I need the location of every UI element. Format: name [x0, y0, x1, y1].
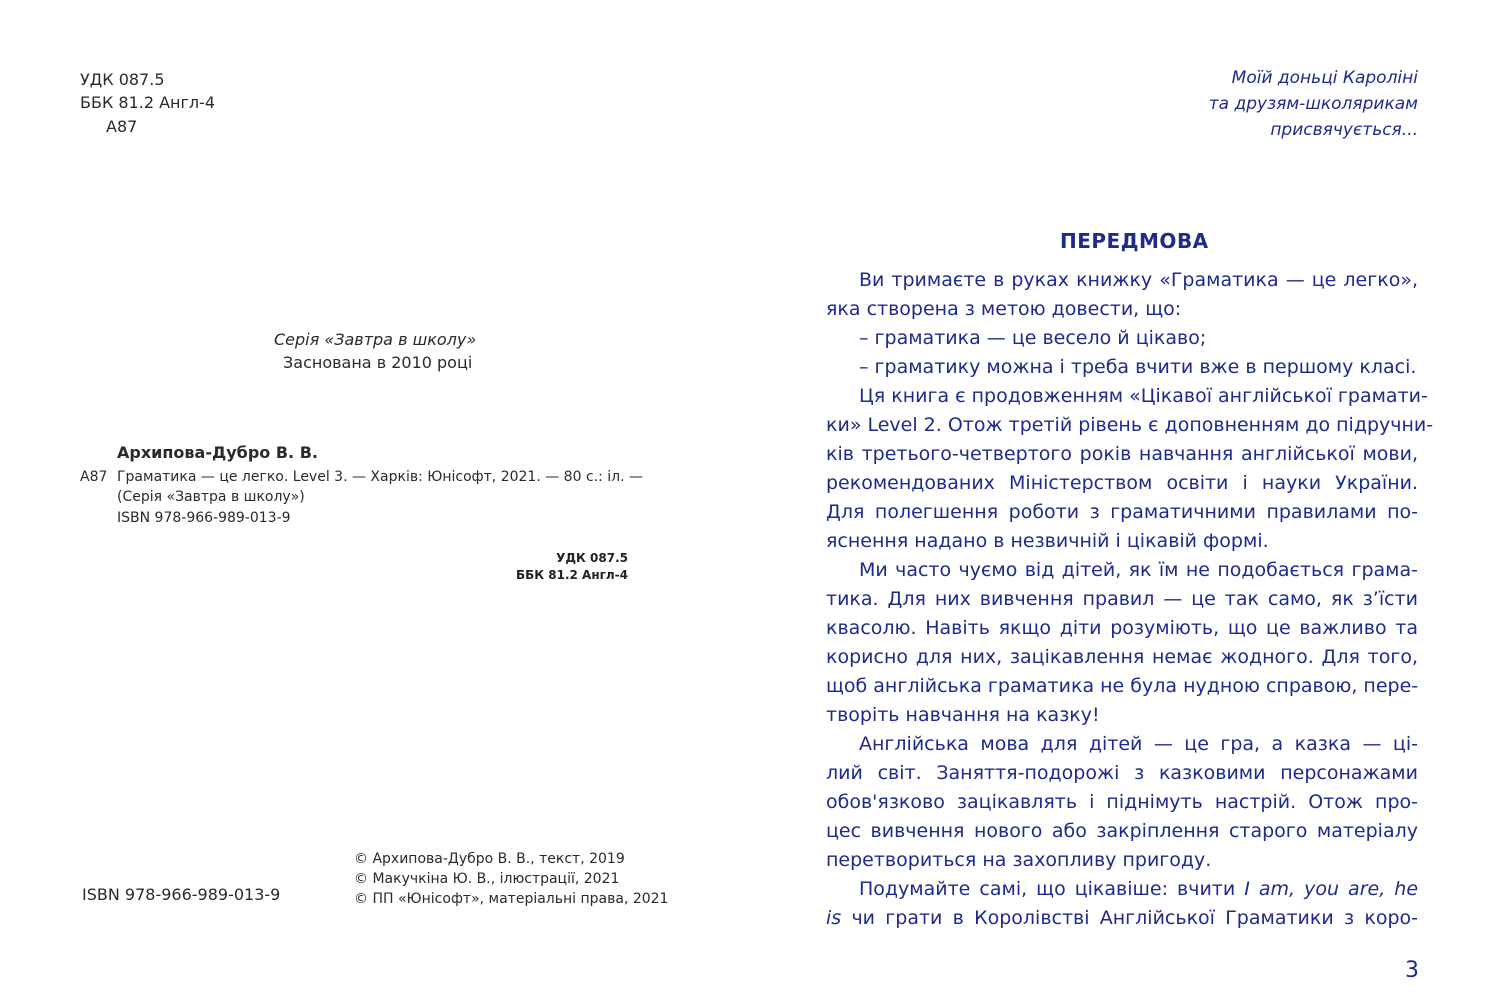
bib-line: (Серія «Завтра в школу») [117, 489, 305, 505]
bib-udk: УДК 087.5 [556, 551, 628, 565]
body-line: щоб англійська граматика не була нудною справою, пере- [826, 675, 1419, 697]
series-title: Серія «Завтра в школу» [274, 330, 477, 349]
body-line: обов'язково зацікавлять і піднімуть настрій. Отож про- [826, 791, 1418, 813]
body-line: творіть навчання на казку! [826, 704, 1100, 726]
body-line: Ви тримаєте в руках книжку «Граматика — це легко», [859, 269, 1418, 291]
body-line: Для полегшення роботи з граматичними правилами по- [826, 501, 1418, 523]
body-italic-text: is [826, 907, 842, 929]
body-text: чи грати в Королівстві Англійської Граматики з коро- [841, 907, 1418, 929]
body-line: Ми часто чуємо від дітей, як їм не подобається грама- [859, 559, 1418, 581]
body-line [826, 875, 1418, 904]
body-line: рекомендованих Міністерством освіти і науки України. [826, 472, 1418, 494]
body-line: Ця книга є продовженням «Цікавої англійської грамати- [859, 385, 1428, 407]
body-line: лий світ. Заняття-подорожі з казковими персонажами [826, 762, 1418, 784]
body-line: ків третього-четвертого років навчання англійської мови, [826, 443, 1418, 465]
body-line: яка створена з метою довести, що: [826, 298, 1182, 320]
dedication [1110, 65, 1418, 143]
preface-heading: ПЕРЕДМОВА [1060, 229, 1209, 253]
dedication-line: присвячується... [1270, 120, 1418, 140]
body-line: корисно для них, зацікавлення немає жодного. Для того, [826, 646, 1418, 668]
dedication-line: Моїй доньці Кароліні [1231, 68, 1418, 88]
bib-code: А87 [80, 469, 108, 485]
body-line: Англійська мова для дітей — це гра, а казка — ці- [859, 733, 1418, 755]
catalog-udk: УДК 087.5 [80, 70, 165, 89]
series-founded: Заснована в 2010 році [283, 353, 473, 372]
body-line: цес вивчення нового або закріплення старого матеріалу [826, 820, 1418, 842]
dedication-line: та друзям-школярикам [1208, 94, 1418, 114]
copyright-line: © Макучкіна Ю. В., ілюстрації, 2021 [354, 871, 620, 887]
catalog-bbk: ББК 81.2 Англ-4 [80, 93, 216, 112]
body-line: тика. Для них вивчення правил — це так само, як з’їсти [826, 588, 1418, 610]
body-line [826, 904, 1418, 933]
body-line: – граматика — це весело й цікаво; [859, 327, 1207, 349]
page-number: 3 [1405, 958, 1419, 983]
bib-author: Архипова-Дубро В. В. [117, 443, 318, 462]
bib-line: ISBN 978-966-989-013-9 [117, 510, 291, 526]
body-line: яснення надано в незвичній і цікавій формі. [826, 530, 1269, 552]
bib-line: Граматика — це легко. Level 3. — Харків: Юнісофт, 2021. — 80 с.: іл. — [117, 469, 643, 485]
body-text: Подумайте самі, що цікавіше: вчити [859, 878, 1245, 900]
bib-bbk: ББК 81.2 Англ-4 [515, 568, 628, 582]
body-italic-text: I am, you are, he [1244, 878, 1419, 900]
body-line: – граматику можна і треба вчити вже в першому класі. [859, 356, 1417, 378]
preface-body [826, 266, 1434, 933]
isbn: ISBN 978-966-989-013-9 [82, 885, 281, 904]
copyright-line: © Архипова-Дубро В. В., текст, 2019 [354, 851, 625, 867]
body-line: квасолю. Навіть якщо діти розуміють, що це важливо та [826, 617, 1418, 639]
catalog-code: А87 [106, 117, 138, 136]
copyright-line: © ПП «Юнісофт», матеріальні права, 2021 [354, 891, 669, 907]
body-line: ки» Level 2. Отож третій рівень є доповненням до підручни- [826, 414, 1434, 436]
body-line: перетвориться на захопливу пригоду. [826, 849, 1212, 871]
